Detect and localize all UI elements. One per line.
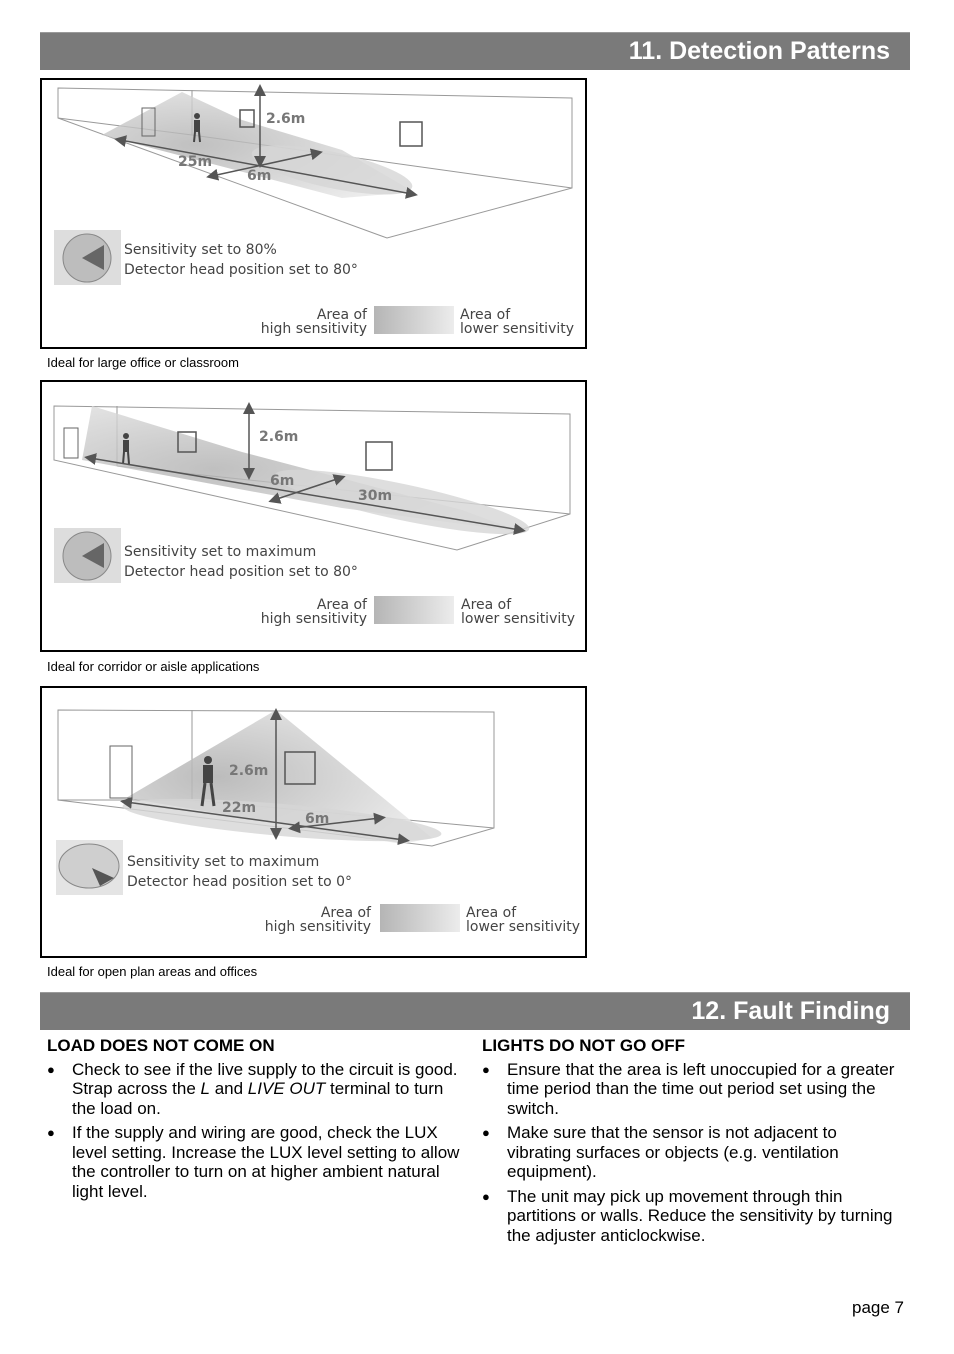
page-number: page 7 [852, 1298, 904, 1317]
head-position-note: Detector head position set to 80° [124, 262, 358, 278]
legend-high-line2: high sensitivity [264, 919, 371, 935]
width-label: 6m [247, 168, 272, 184]
section-header-detection-patterns [40, 32, 910, 70]
list-item: ● Ensure that the area is left unoccupied for a greater time period than the time out period set using the switch. [482, 1060, 902, 1119]
list-item: ● The unit may pick up movement through thin partitions or walls. Reduce the sensitivity by turning the adjuster anticlockwise. [482, 1187, 902, 1246]
fault-column-lights [482, 1036, 902, 1250]
height-label: 2.6m [259, 429, 299, 445]
caption-open-plan: Ideal for open plan areas and offices [47, 964, 258, 979]
legend-high-line2: high sensitivity [260, 321, 367, 337]
legend-low-line1: Area of [466, 905, 517, 921]
legend-low-line2: lower sensitivity [461, 611, 576, 627]
caption-large-office: Ideal for large office or classroom [47, 355, 239, 370]
sensitivity-note: Sensitivity set to 80% [124, 242, 277, 258]
legend-high-line1: Area of [316, 597, 367, 613]
detector-photo [54, 528, 121, 583]
legend-gradient [374, 306, 454, 334]
height-label: 2.6m [229, 763, 269, 779]
room-diagram [42, 688, 587, 958]
width-label: 6m [305, 811, 330, 827]
fault-heading: LIGHTS DO NOT GO OFF [482, 1036, 686, 1055]
section-title: 11. Detection Patterns [628, 37, 890, 65]
detector-photo [56, 840, 123, 895]
fault-column-load [47, 1036, 467, 1206]
length-label: 22m [222, 800, 257, 816]
room-diagram [42, 382, 587, 652]
fault-list [482, 1060, 902, 1246]
legend-high-line2: high sensitivity [260, 611, 367, 627]
fault-heading: LOAD DOES NOT COME ON [47, 1036, 275, 1055]
detection-diagram-open-plan [40, 686, 587, 958]
room-diagram [42, 80, 587, 349]
legend-low-line2: lower sensitivity [460, 321, 575, 337]
head-position-note: Detector head position set to 0° [127, 874, 353, 890]
list-item: ● Check to see if the live supply to the circuit is good. Strap across the L and LIVE OUT terminal to turn the load on. [47, 1060, 467, 1119]
detection-diagram-corridor [40, 380, 587, 652]
detector-photo [54, 230, 121, 285]
list-item: ● Make sure that the sensor is not adjacent to vibrating surfaces or objects (e.g. ventilation equipment). [482, 1123, 902, 1182]
list-item: ● If the supply and wiring are good, check the LUX level setting. Increase the LUX level setting to allow the controller to turn on at higher ambient natural light level. [47, 1123, 467, 1201]
caption-corridor: Ideal for corridor or aisle applications [47, 659, 260, 674]
sensitivity-note: Sensitivity set to maximum [127, 854, 320, 870]
section-header-fault-finding [40, 992, 910, 1030]
detection-diagram-large-office [40, 78, 587, 349]
legend-high-line1: Area of [320, 905, 371, 921]
legend-gradient [374, 596, 454, 624]
length-label: 25m [178, 154, 213, 170]
legend-low-line1: Area of [461, 597, 512, 613]
legend-gradient [380, 904, 460, 932]
head-position-note: Detector head position set to 80° [124, 564, 358, 580]
legend-high-line1: Area of [316, 307, 367, 323]
width-label: 6m [270, 473, 295, 489]
section-title: 12. Fault Finding [691, 997, 890, 1025]
legend-low-line2: lower sensitivity [466, 919, 581, 935]
height-label: 2.6m [266, 111, 306, 127]
fault-list [47, 1060, 467, 1202]
sensitivity-note: Sensitivity set to maximum [124, 544, 317, 560]
legend-low-line1: Area of [460, 307, 511, 323]
length-label: 30m [358, 488, 393, 504]
